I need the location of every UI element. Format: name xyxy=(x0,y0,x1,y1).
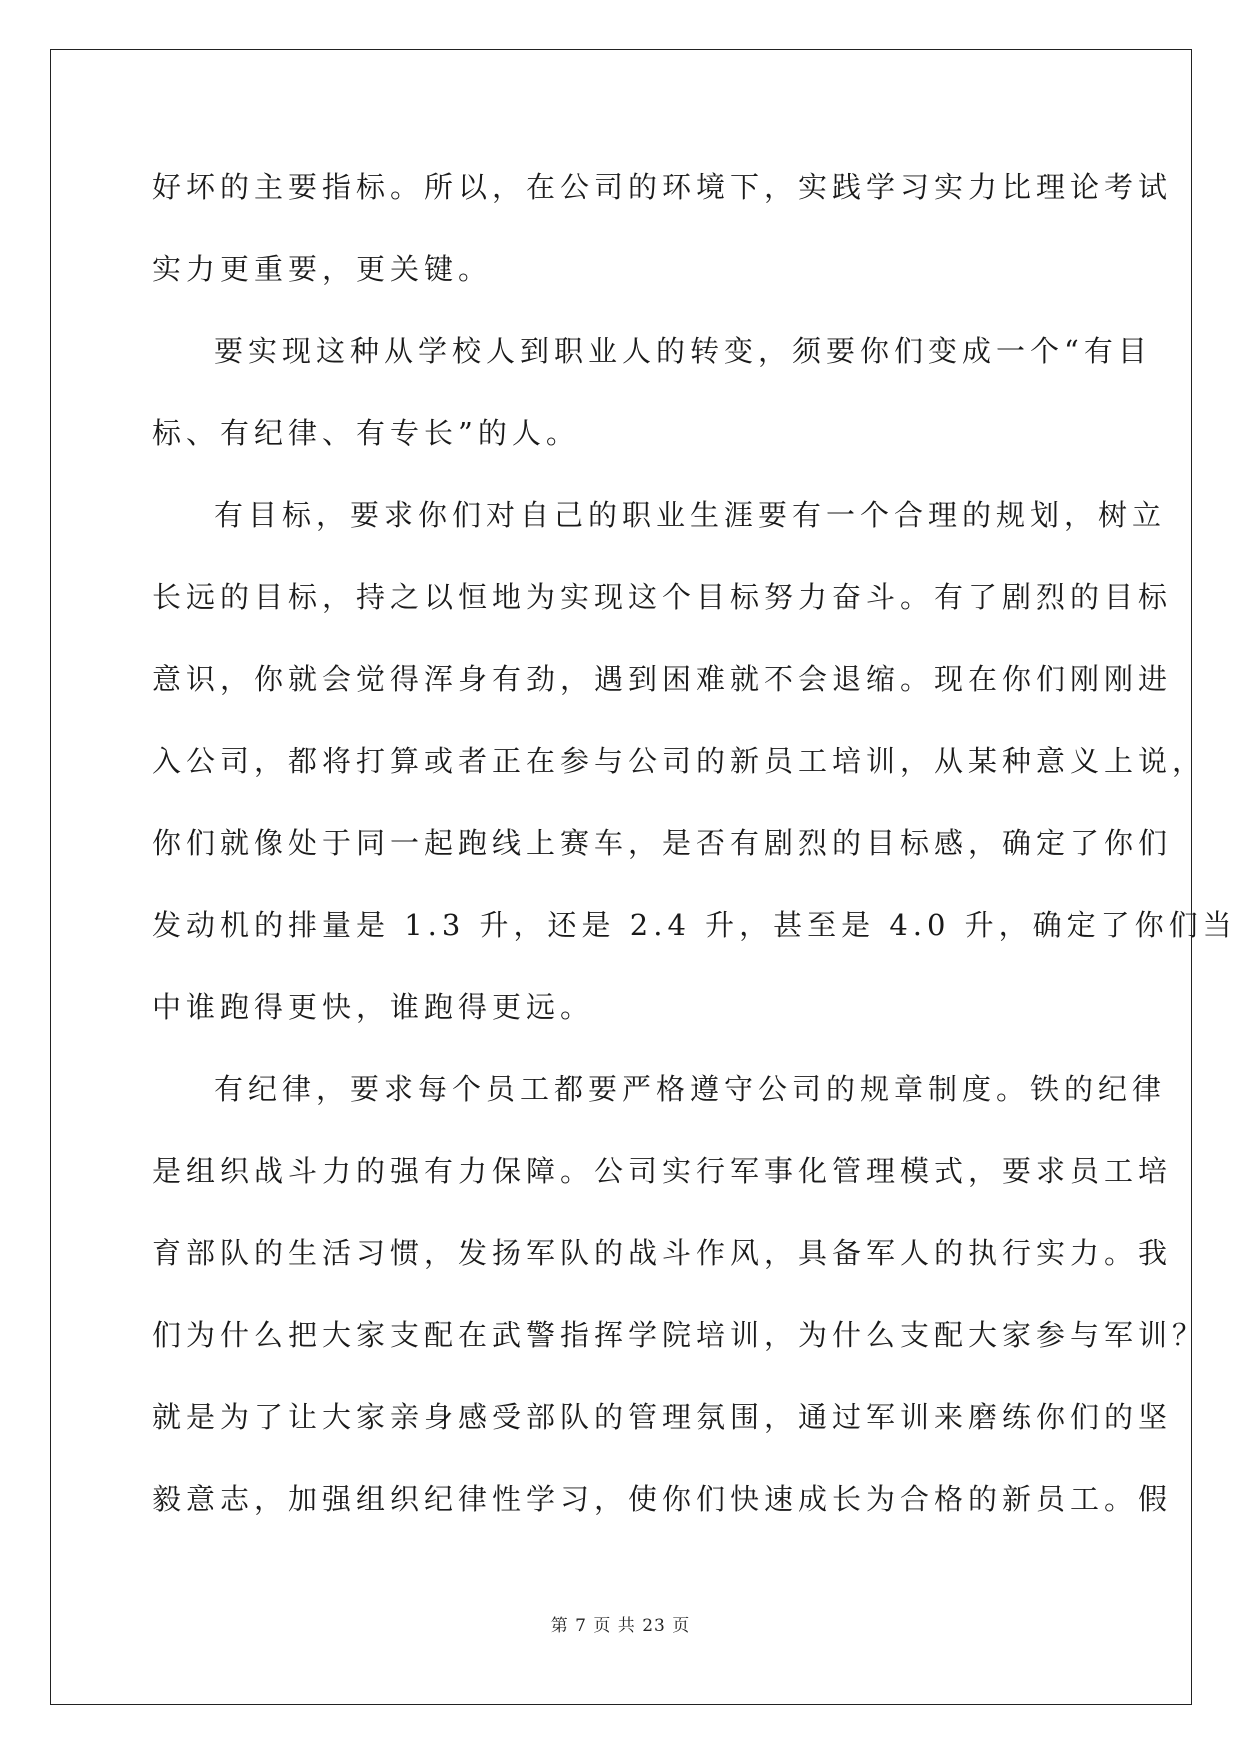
text-line: 长远的目标，持之以恒地为实现这个目标努力奋斗。有了剧烈的目标 xyxy=(152,580,1173,614)
text-line: 发动机的排量是 1.3 升，还是 2.4 升，甚至是 4.0 升，确定了你们当 xyxy=(152,908,1237,942)
text-line: 有纪律，要求每个员工都要严格遵守公司的规章制度。铁的纪律 xyxy=(214,1072,1167,1106)
text-line: 意识，你就会觉得浑身有劲，遇到困难就不会退缩。现在你们刚刚进 xyxy=(152,662,1173,696)
text-line: 们为什么把大家支配在武警指挥学院培训，为什么支配大家参与军训？ xyxy=(152,1318,1207,1352)
text-line: 就是为了让大家亲身感受部队的管理氛围，通过军训来磨练你们的坚 xyxy=(152,1400,1173,1434)
text-line: 是组织战斗力的强有力保障。公司实行军事化管理模式，要求员工培 xyxy=(152,1154,1173,1188)
text-line: 毅意志，加强组织纪律性学习，使你们快速成长为合格的新员工。假 xyxy=(152,1482,1173,1516)
page-number-footer: 第 7 页 共 23 页 xyxy=(550,1616,691,1636)
text-line: 实力更重要，更关键。 xyxy=(152,252,493,286)
text-line: 有目标，要求你们对自己的职业生涯要有一个合理的规划，树立 xyxy=(214,498,1167,532)
text-line: 好坏的主要指标。所以，在公司的环境下，实践学习实力比理论考试 xyxy=(152,170,1173,204)
text-line: 你们就像处于同一起跑线上赛车，是否有剧烈的目标感，确定了你们 xyxy=(152,826,1173,860)
document-body xyxy=(152,162,1237,1556)
text-line: 标、有纪律、有专长”的人。 xyxy=(152,416,580,450)
text-line: 育部队的生活习惯，发扬军队的战斗作风，具备军人的执行实力。我 xyxy=(152,1236,1173,1270)
text-line: 入公司，都将打算或者正在参与公司的新员工培训，从某种意义上说， xyxy=(152,744,1207,778)
text-line: 要实现这种从学校人到职业人的转变，须要你们变成一个“有目 xyxy=(214,334,1152,368)
text-line: 中谁跑得更快，谁跑得更远。 xyxy=(152,990,595,1024)
